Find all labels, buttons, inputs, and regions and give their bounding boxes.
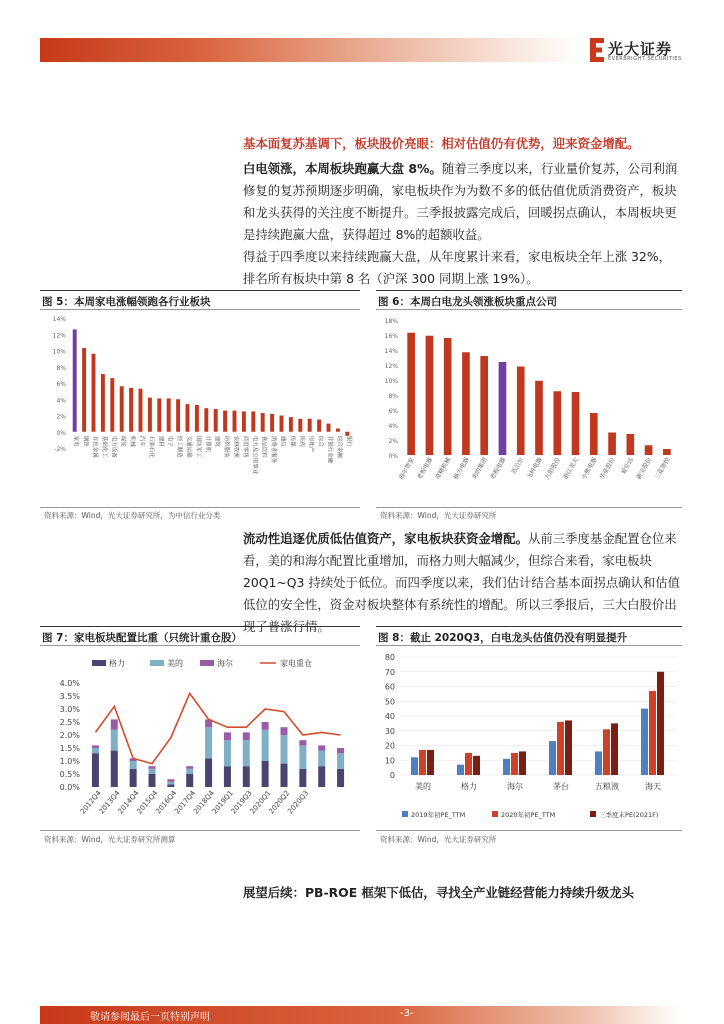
fig6-ytick: 4% <box>388 423 398 430</box>
fig7-bar-gree <box>262 761 269 787</box>
fig5-xtick: 石油石化 <box>147 435 154 458</box>
fig7-bar-midea <box>186 769 193 774</box>
fig5-xtick: 非银行金融 <box>326 435 333 464</box>
fig7-bar-midea <box>243 740 250 766</box>
fig7-bar-midea <box>205 727 212 758</box>
fig5-xtick: 电力及公用事业 <box>251 435 258 475</box>
fig6-xtick: 格力电器 <box>452 456 471 481</box>
fig5-bar <box>195 405 199 432</box>
fig5-bar <box>242 411 246 431</box>
fig7-ytick: 0.0% <box>59 783 80 792</box>
fig6-xtick: 美的集团 <box>470 456 489 481</box>
fig6-xtick: 三花智控 <box>653 456 672 481</box>
fig7-ytick: 3.5% <box>59 692 80 701</box>
paragraph-3-lead: 流动性追逐优质低估值资产，家电板块获资金增配。 <box>243 531 528 546</box>
fig5-xtick: 轻工制造 <box>176 435 183 458</box>
fig6-xtick: 九阳股份 <box>543 456 562 481</box>
fig7-legend-label: 家电重仓 <box>280 659 312 668</box>
fig5-ytick: 6% <box>56 381 66 388</box>
fig5-bar <box>327 424 331 432</box>
fig6-bar <box>407 333 415 455</box>
fig6-ytick: 16% <box>384 333 398 340</box>
fig7-bar-midea <box>337 753 344 769</box>
fig6-ytick: 14% <box>384 348 398 355</box>
fig6-ytick: 10% <box>384 378 398 385</box>
fig7-bar-gree <box>130 769 137 787</box>
page-number: -3- <box>400 1008 414 1019</box>
fig6-bar <box>499 362 507 455</box>
fig7-ytick: 1.5% <box>59 744 80 753</box>
fig7-ytick: 0.5% <box>59 770 80 779</box>
fig8-bar <box>427 750 434 775</box>
fig5-bar <box>148 398 152 432</box>
fig8-bar <box>473 756 480 775</box>
fig8-xtick: 海尔 <box>507 782 523 791</box>
fig7-bar-midea <box>262 730 269 761</box>
fig6-bar <box>444 338 452 455</box>
fig5-xtick: 电力设备 <box>110 435 117 458</box>
fig7-xtick: 2020Q2 <box>267 789 292 816</box>
fig7-bar-midea <box>299 745 306 768</box>
fig5-xtick: 电子 <box>166 435 173 447</box>
fig5-bar <box>186 404 190 432</box>
fig8-bar <box>511 753 518 775</box>
fig8-bar <box>457 765 464 775</box>
fig7-bar-gree <box>224 766 231 787</box>
fig8-ytick: 10 <box>384 756 395 766</box>
fig7-legend-swatch <box>92 660 106 666</box>
fig5-xtick: 交通运输 <box>185 435 192 458</box>
fig7-top-rule <box>40 626 360 627</box>
paragraph-1 <box>243 158 683 246</box>
fig5-title: 图 5：本周家电涨幅领跑各行业板块 <box>42 296 211 308</box>
fig6-bar <box>535 381 543 455</box>
fig7-title-rule <box>40 645 360 646</box>
fig7-legend-swatch <box>150 660 164 666</box>
fig7-xtick: 2020Q1 <box>248 789 273 816</box>
fig6-ytick: 2% <box>388 438 398 445</box>
paragraph-1-body: 随着三季度以来，行业量价复苏，公司利润修复的复苏预期逐步明确，家电板块作为为数不多的低估值优质消费资产，板块和龙头获得的关注度不断提升。三季报披露完成后，回暖拐点确认，本周板块更是持续跑赢大盘，获得超过 8%的超额收益。 <box>243 161 678 242</box>
fig7-bar-gree <box>337 769 344 787</box>
fig5-ytick: 2% <box>56 413 66 421</box>
fig7-ytick: 2.0% <box>59 731 80 740</box>
fig7-bar-midea <box>130 761 137 769</box>
fig7-xtick: 2019Q1 <box>210 789 235 816</box>
fig5-bar <box>298 419 302 432</box>
fig7-bar-haier <box>281 727 288 735</box>
fig5-bar <box>336 429 340 432</box>
fig7-bar-haier <box>111 719 118 729</box>
fig8-ytick: 70 <box>384 667 395 677</box>
fig7-legend-label: 海尔 <box>217 659 233 668</box>
fig6-xtick: 新宝股份 <box>635 456 654 481</box>
fig5-bottom-rule <box>40 507 360 508</box>
fig5-xtick: 通信 <box>279 435 286 447</box>
fig7-bar-gree <box>205 758 212 787</box>
fig5-bar <box>82 348 86 432</box>
fig7-xtick: 2013Q4 <box>97 789 122 816</box>
fig5-xtick: 消费者服务 <box>270 435 277 464</box>
fig5-xtick: 基础化工 <box>100 435 107 458</box>
fig7-bar-gree <box>243 766 250 787</box>
fig7-xtick: 2018Q4 <box>192 789 216 816</box>
fig8-bottom-rule <box>376 830 682 831</box>
fig8-ytick: 0 <box>389 771 395 780</box>
header-band <box>40 38 580 62</box>
fig6-bar <box>517 367 525 456</box>
fig5-xtick: 家电 <box>72 435 79 447</box>
fig5-ytick: 12% <box>52 332 66 340</box>
fig7-xtick: 2016Q4 <box>154 789 179 816</box>
fig5-ytick: 8% <box>56 364 66 372</box>
fig6-bar <box>553 391 561 455</box>
fig6-xtick: 老板电器 <box>489 456 508 481</box>
fig5-bar <box>289 417 293 432</box>
fig8-bar <box>465 753 472 775</box>
fig6-bar <box>645 445 653 455</box>
fig6-bar <box>480 356 488 455</box>
fig7-bar-midea <box>281 735 288 764</box>
fig6-bar <box>626 434 634 455</box>
fig5-source: 资料来源：Wind，光大证券研究所，为中信行业分类 <box>44 511 221 520</box>
fig6-bottom-rule <box>376 507 682 508</box>
fig6-xtick: 爱仕达 <box>619 456 636 476</box>
fig7-bar-gree <box>167 784 174 787</box>
fig5-bar <box>317 420 321 432</box>
fig5-bar <box>92 354 96 432</box>
fig6-xtick: 华帝股份 <box>598 456 617 481</box>
fig7-bar-haier <box>243 732 250 740</box>
fig7-chart <box>40 647 362 827</box>
fig8-title-rule <box>376 645 682 646</box>
fig5-bar <box>261 413 265 432</box>
outlook-heading: 展望后续：PB-ROE 框架下低估，寻找全产业链经营能力持续升级龙头 <box>243 885 635 900</box>
section-heading: 基本面复苏基调下，板块股价亮眼：相对估值仍有优势，迎来资金增配。 <box>243 136 640 151</box>
fig5-ytick: 10% <box>52 348 66 356</box>
fig8-bar <box>503 759 510 775</box>
fig8-chart <box>376 647 684 827</box>
fig6-bar <box>608 433 616 456</box>
fig5-bar <box>167 398 171 431</box>
fig8-bar <box>657 672 664 775</box>
fig8-bar <box>611 723 618 775</box>
fig5-xtick: 国防军工 <box>194 435 201 458</box>
fig7-bar-gree <box>149 774 156 787</box>
fig8-legend-swatch <box>590 811 596 817</box>
fig7-bar-gree <box>92 753 99 787</box>
fig6-xtick: 飞科电器 <box>525 456 544 481</box>
fig7-legend-label: 美的 <box>167 659 183 668</box>
fig8-bar <box>565 720 572 775</box>
fig7-title: 图 7：家电板块配置比重（只统计重仓股） <box>42 632 242 644</box>
fig6-xtick: 奇精机械 <box>434 456 453 481</box>
fig5-xtick: 银行 <box>345 435 352 447</box>
fig5-bar <box>73 329 77 431</box>
fig6-ytick: 12% <box>384 363 398 370</box>
fig8-bar <box>641 709 648 775</box>
fig7-bar-midea <box>224 740 231 766</box>
fig5-xtick: 钢铁 <box>82 435 89 447</box>
fig8-ytick: 20 <box>384 741 395 751</box>
fig8-ytick: 30 <box>384 726 395 736</box>
fig5-bar <box>308 419 312 432</box>
fig7-legend-swatch <box>200 660 214 666</box>
fig8-ytick: 60 <box>384 682 395 692</box>
fig5-bar <box>176 399 180 432</box>
fig8-bar <box>519 751 526 775</box>
fig6-ytick: 0% <box>388 453 398 460</box>
fig5-ytick: 4% <box>56 397 66 405</box>
fig5-ytick: 14% <box>52 316 66 323</box>
fig8-legend-swatch <box>402 811 408 817</box>
paragraph-3-body: 从前三季度基金配置仓位来看，美的和海尔配置比重增加，而格力则大幅减少，但综合来看，家电板块 20Q1~Q3 持续处于低位。而四季度以来，我们估计结合基本面拐点确认和估值低位的安全性，资金对板块整体有系统性的增配。所以三季报后，三大白股价出现了普涨行情。 <box>243 531 681 634</box>
fig6-title: 图 6：本周白电龙头领涨板块重点公司 <box>378 296 557 308</box>
fig5-xtick: 计算机 <box>204 435 211 453</box>
footer-disclaimer: 敬请参阅最后一页特别声明 <box>90 1012 210 1023</box>
fig6-bar <box>572 392 580 455</box>
fig8-bar <box>419 750 426 775</box>
fig6-xtick: 老板电器 <box>416 456 435 481</box>
fig8-xtick: 五粮液 <box>595 782 619 791</box>
fig8-xtick: 海天 <box>645 782 661 791</box>
fig5-xtick: 煤炭 <box>119 435 126 447</box>
fig8-ytick: 40 <box>384 712 395 721</box>
fig6-xtick: 浙江美大 <box>562 456 581 481</box>
brand-name-en: EVERBRIGHT SECURITIES <box>608 56 682 62</box>
fig6-bar <box>663 449 671 455</box>
fig8-xtick: 美的 <box>415 782 431 791</box>
brand-name-cn: 光大证券 <box>608 40 673 58</box>
fig6-source: 资料来源：Wind，光大证券研究所 <box>380 511 497 520</box>
fig5-bar <box>129 388 133 432</box>
fig6-bar <box>426 336 434 455</box>
fig7-ytick: 1.0% <box>59 757 80 766</box>
fig7-bar-haier <box>92 745 99 748</box>
brand-logo-icon <box>590 38 604 62</box>
fig7-ytick: 4.0% <box>59 679 80 688</box>
fig7-bar-haier <box>262 722 269 730</box>
fig5-xtick: 农林牧渔 <box>232 435 239 458</box>
fig5-xtick: 汽车 <box>138 435 145 447</box>
fig7-xtick: 2015Q4 <box>135 789 160 816</box>
fig5-bar <box>157 398 161 431</box>
fig7-bar-gree <box>299 769 306 787</box>
fig7-bar-haier <box>186 766 193 769</box>
fig5-xtick: 建材 <box>157 435 164 447</box>
fig5-bar <box>214 409 218 432</box>
fig8-legend-swatch <box>492 811 498 817</box>
fig8-legend-label: 2019年初PE_TTM <box>411 811 466 819</box>
fig7-bar-midea <box>92 748 99 753</box>
fig5-bar <box>204 408 208 432</box>
fig7-ytick: 3.0% <box>59 705 80 714</box>
fig7-bar-midea <box>149 769 156 774</box>
fig7-bar-gree <box>111 751 118 787</box>
fig7-xtick: 2019Q3 <box>229 789 254 816</box>
fig7-bar-gree <box>318 766 325 787</box>
fig5-xtick: 商贸零售 <box>241 435 248 458</box>
paragraph-1-lead: 白电领涨，本周板块跑赢大盘 8%。 <box>243 161 442 176</box>
fig6-ytick: 8% <box>388 393 398 400</box>
fig5-ytick: 0% <box>56 429 66 437</box>
fig6-bar <box>462 352 470 455</box>
fig5-ytick: -2% <box>54 446 66 453</box>
fig7-ytick: 2.5% <box>59 718 80 727</box>
fig8-bar <box>595 751 602 775</box>
fig7-bar-gree <box>281 764 288 787</box>
fig8-ytick: 80 <box>384 653 395 662</box>
fig5-xtick: 传媒 <box>288 435 295 447</box>
fig7-bar-haier <box>337 748 344 753</box>
fig5-bar <box>270 414 274 432</box>
fig5-xtick: 食品饮料 <box>260 435 267 458</box>
fig6-ytick: 6% <box>388 408 398 415</box>
fig5-bar <box>120 386 124 432</box>
fig7-bar-haier <box>318 745 325 750</box>
fig6-xtick: 海尔智家 <box>397 456 416 481</box>
fig8-source: 资料来源：Wind，光大证券研究所 <box>380 835 497 844</box>
fig7-bar-gree <box>186 774 193 787</box>
fig7-xtick: 2020Q3 <box>286 789 311 816</box>
fig8-bar <box>549 741 556 775</box>
fig8-xtick: 茅台 <box>553 782 569 791</box>
fig5-xtick: 纺织服装 <box>223 435 230 458</box>
fig6-chart <box>376 310 684 506</box>
fig5-bar <box>251 411 255 431</box>
fig6-xtick: 小熊电器 <box>580 456 599 481</box>
fig8-xtick: 格力 <box>461 782 477 791</box>
fig5-xtick: 综合金融 <box>335 435 342 458</box>
fig7-xtick: 2012Q4 <box>78 789 103 816</box>
fig7-bar-haier <box>299 740 306 745</box>
fig7-bar-midea <box>111 730 118 751</box>
fig7-bar-haier <box>224 732 231 740</box>
fig6-ytick: 18% <box>384 318 398 325</box>
fig6-xtick: 苏泊尔 <box>510 456 526 476</box>
fig7-bar-haier <box>149 766 156 769</box>
fig7-bar-midea <box>167 782 174 785</box>
fig7-bar-haier <box>167 779 174 782</box>
fig5-bar <box>110 378 114 432</box>
fig5-bar <box>139 389 143 432</box>
fig5-xtick: 机械 <box>129 435 136 447</box>
fig5-xtick: 医药 <box>298 435 305 447</box>
fig5-top-rule <box>40 290 360 291</box>
fig7-legend-label: 格力 <box>109 659 125 668</box>
fig5-chart <box>40 310 362 506</box>
fig8-bar <box>411 757 418 775</box>
fig8-bar <box>649 691 656 775</box>
fig7-xtick: 2014Q4 <box>116 789 141 816</box>
fig8-bar <box>603 729 610 775</box>
fig8-legend-label: 2020年初PE_TTM <box>501 811 556 819</box>
fig8-ytick: 50 <box>384 697 395 707</box>
fig8-legend-label: 三季度末PE(2021F) <box>599 811 659 819</box>
fig7-bottom-rule <box>40 830 360 831</box>
fig5-bar <box>280 416 284 432</box>
fig5-xtick: 有色金属 <box>91 435 98 458</box>
fig8-top-rule <box>376 626 682 627</box>
fig5-xtick: 综合 <box>317 435 324 447</box>
paragraph-3 <box>243 528 683 638</box>
fig7-bar-midea <box>318 751 325 767</box>
fig5-bar <box>223 411 227 432</box>
fig5-xtick: 房地产 <box>307 435 314 453</box>
fig8-title: 图 8：截止 2020Q3，白电龙头估值仍没有明显提升 <box>378 632 628 644</box>
fig7-source: 资料来源：Wind，光大证券研究所测算 <box>44 835 176 844</box>
fig5-xtick: 建筑 <box>213 435 220 447</box>
fig5-bar <box>101 374 105 432</box>
fig5-bar <box>233 411 237 432</box>
fig7-xtick: 2017Q4 <box>173 789 198 816</box>
fig6-top-rule <box>376 290 682 291</box>
paragraph-2: 得益于四季度以来持续跑赢大盘，从年度累计来看，家电板块全年上涨 32%，排名所有板块中第 8 名（沪深 300 同期上涨 19%）。 <box>243 249 671 286</box>
fig6-bar <box>590 413 598 455</box>
fig8-bar <box>557 722 564 775</box>
